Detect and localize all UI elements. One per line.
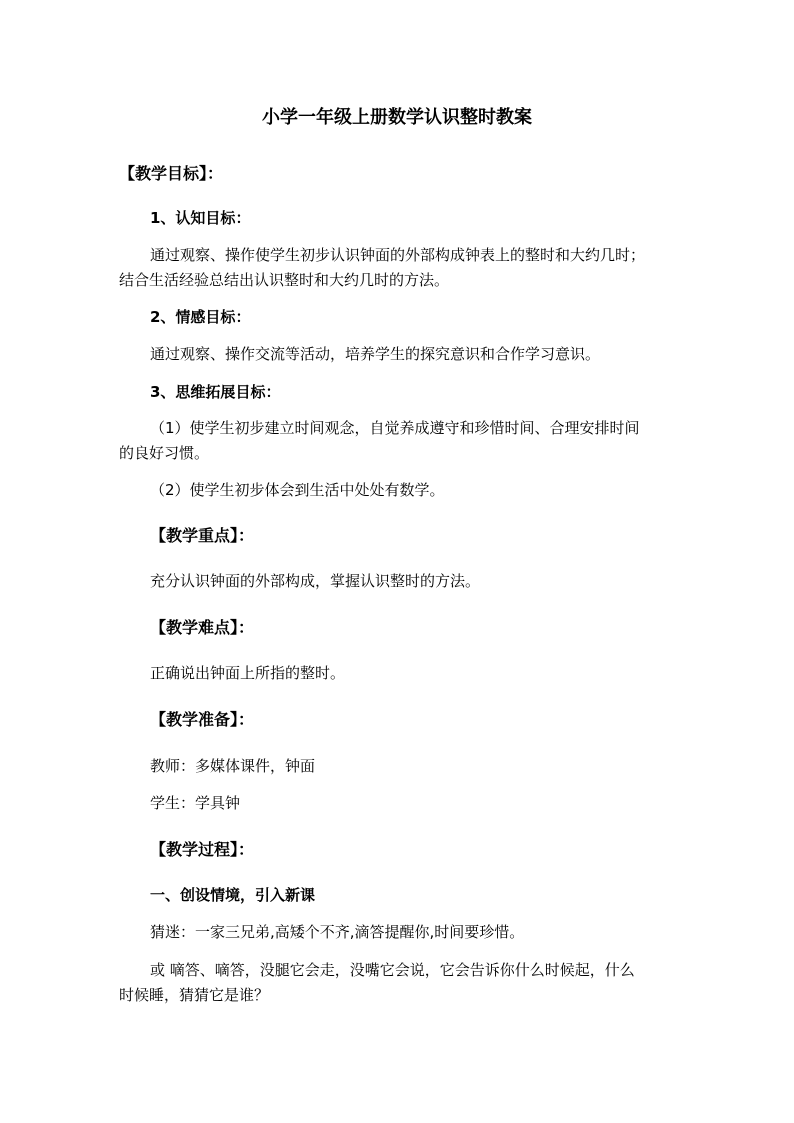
goal-thinking-label: 3、思维拓展目标： bbox=[150, 383, 281, 401]
document-title: 小学一年级上册数学认识整时教案 bbox=[262, 107, 532, 128]
preparation-student: 学生：学具钟 bbox=[150, 794, 241, 812]
difficulties-text: 正确说出钟面上所指的整时。 bbox=[150, 664, 346, 682]
goal-cognitive-text-line1: 通过观察、操作使学生初步认识钟面的外部构成钟表上的整时和大约几时； bbox=[150, 246, 646, 264]
goal-emotional-text: 通过观察、操作交流等活动，培养学生的探究意识和合作学习意识。 bbox=[150, 345, 601, 363]
heading-teaching-process: 【教学过程】： bbox=[150, 840, 255, 859]
key-points-text: 充分认识钟面的外部构成，掌握认识整时的方法。 bbox=[150, 572, 481, 590]
preparation-teacher: 教师：多媒体课件，钟面 bbox=[150, 757, 316, 775]
process-riddle2-line2: 时候睡，猜猜它是谁？ bbox=[119, 986, 270, 1004]
heading-preparation: 【教学准备】： bbox=[150, 710, 255, 729]
heading-teaching-goals: 【教学目标】： bbox=[119, 164, 224, 183]
goal-thinking-item1-line2: 的良好习惯。 bbox=[119, 444, 210, 462]
goal-cognitive-text-line2: 结合生活经验总结出认识整时和大约几时的方法。 bbox=[119, 271, 450, 289]
process-riddle2-line1: 或 嘀答、嘀答，没腿它会走，没嘴它会说，它会告诉你什么时候起，什么 bbox=[150, 961, 635, 979]
process-riddle1: 猜迷：一家三兄弟,高矮个不齐,滴答提醒你,时间要珍惜。 bbox=[150, 923, 525, 941]
heading-difficulties: 【教学难点】： bbox=[150, 618, 255, 637]
goal-cognitive-label: 1、认知目标： bbox=[150, 209, 251, 227]
process-step1-label: 一、创设情境，引入新课 bbox=[150, 886, 316, 904]
goal-thinking-item1-line1: （1）使学生初步建立时间观念，自觉养成遵守和珍惜时间、合理安排时间 bbox=[150, 419, 640, 437]
heading-key-points: 【教学重点】： bbox=[150, 526, 255, 545]
goal-thinking-item2: （2）使学生初步体会到生活中处处有数学。 bbox=[150, 481, 445, 499]
goal-emotional-label: 2、情感目标： bbox=[150, 308, 251, 326]
